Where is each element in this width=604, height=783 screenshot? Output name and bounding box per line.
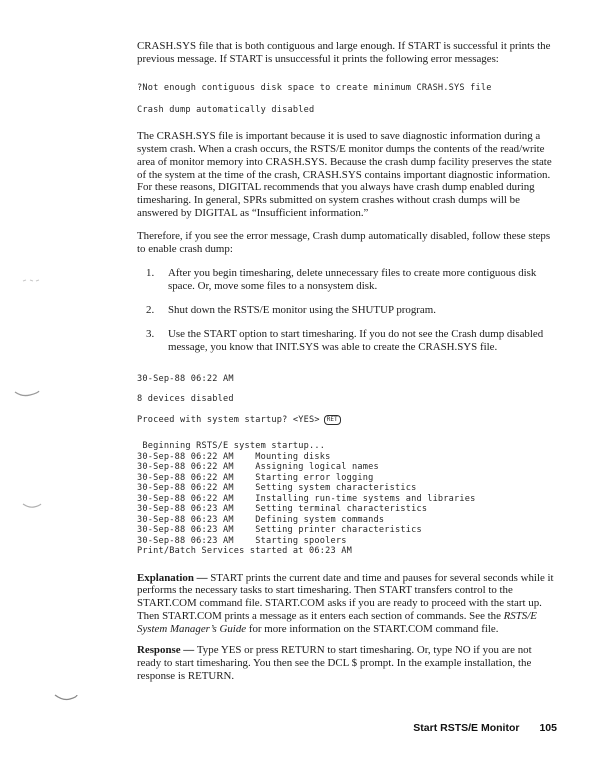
- text-column: [137, 40, 556, 683]
- footer-page-number: 105: [539, 722, 557, 734]
- response-label: Response —: [137, 644, 197, 657]
- error-message-line: Crash dump automatically disabled: [137, 105, 315, 116]
- numbered-step-list: [137, 267, 556, 354]
- pencil-mark-icon: [22, 277, 44, 285]
- step-number: 3.: [146, 327, 155, 340]
- step-text: Use the START option to start timesharing. If you do not see the Crash dump disabled message, you know that INIT.SYS was able to create the CRASH.SYS file.: [168, 327, 544, 353]
- book-title: RSTS/E System Manager’s Guide: [137, 610, 537, 636]
- pencil-mark-icon: [22, 501, 42, 510]
- terminal-line: 30-Sep-88 06:22 AM Assigning logical names: [137, 462, 379, 472]
- step-text: Shut down the RSTS/E monitor using the SHUTUP program.: [168, 303, 436, 316]
- terminal-line: 30-Sep-88 06:23 AM Setting terminal characteristics: [137, 504, 428, 514]
- terminal-line: 30-Sep-88 06:22 AM Starting error logging: [137, 472, 374, 483]
- list-item: [137, 304, 556, 317]
- terminal-line: 30-Sep-88 06:22 AM Setting system characteristics: [137, 483, 417, 493]
- terminal-line: 30-Sep-88 06:23 AM Defining system commands: [137, 514, 385, 525]
- error-message-line: ?Not enough contiguous disk space to create minimum CRASH.SYS file: [137, 82, 492, 93]
- paragraph-importance: The CRASH.SYS file is important because it is used to save diagnostic information during a system crash. When a crash occurs, the RSTS/E monitor dumps the contents of the read/write area of monitor memory into CRASH.SYS. Because the crash dump facility preserves the state of the system at the time of the crash, CRASH.SYS contains important diagnostic information. For these reasons, DIGITAL recommends that you always have crash dump enabled during timesharing. In general, SPRs submitted on system crashes without crash dumps will be answered by DIGITAL as “Insufficient information.”: [137, 129, 552, 220]
- terminal-startup-listing: [137, 441, 556, 557]
- step-text: After you begin timesharing, delete unnecessary files to create more contiguous disk space. Or, move some files to a nonsystem disk.: [168, 266, 537, 292]
- terminal-devices-line: 8 devices disabled: [137, 394, 234, 404]
- explanation-text-end: for more information on the START.COM command file.: [246, 623, 499, 636]
- terminal-line: 30-Sep-88 06:22 AM Installing run-time systems and libraries: [137, 493, 476, 504]
- terminal-prompt-line: [137, 415, 556, 426]
- explanation-label: Explanation —: [137, 571, 211, 584]
- terminal-datetime-line: 30-Sep-88 06:22 AM: [137, 373, 234, 384]
- paragraph-intro: CRASH.SYS file that is both contiguous and large enough. If START is successful it prints the previous message. If START is unsuccessful it prints the following error messages:: [137, 40, 551, 65]
- step-number: 1.: [146, 266, 155, 279]
- step-number: 2.: [146, 303, 155, 316]
- terminal-line: 30-Sep-88 06:23 AM Starting spoolers: [137, 535, 347, 546]
- explanation-text: START prints the current date and time and pauses for several seconds while it performs the necessary tasks to start timesharing. Then START transfers control to the START.COM command file. START.COM asks if you are ready to proceed with the start up. Then START.COM prints a message as it enters each section of commands. See the: [137, 571, 554, 623]
- pencil-mark-icon: [14, 389, 40, 399]
- list-item: [137, 267, 556, 293]
- terminal-line: 30-Sep-88 06:22 AM Mounting disks: [137, 451, 331, 462]
- terminal-line: Print/Batch Services started at 06:23 AM: [137, 546, 352, 556]
- terminal-prompt-text: Proceed with system startup? <YES>: [137, 414, 320, 425]
- pencil-mark-icon: [54, 692, 78, 702]
- return-key-icon: RET: [324, 415, 341, 425]
- terminal-line: Beginning RSTS/E system startup...: [137, 441, 326, 451]
- footer-section-title: Start RSTS/E Monitor: [413, 722, 520, 734]
- response-text: Type YES or press RETURN to start timesharing. Or, type NO if you are not ready to start timesharing. You then see the DCL $ prompt. In the example installation, the response is RETURN.: [137, 644, 532, 682]
- list-item: [137, 328, 556, 354]
- page-footer: [413, 722, 557, 734]
- paragraph-response: [137, 644, 556, 683]
- terminal-line: 30-Sep-88 06:23 AM Setting printer characteristics: [137, 525, 422, 535]
- paragraph-explanation: [137, 572, 556, 637]
- paragraph-therefore: Therefore, if you see the error message, Crash dump automatically disabled, follow these steps to enable crash dump:: [137, 230, 551, 256]
